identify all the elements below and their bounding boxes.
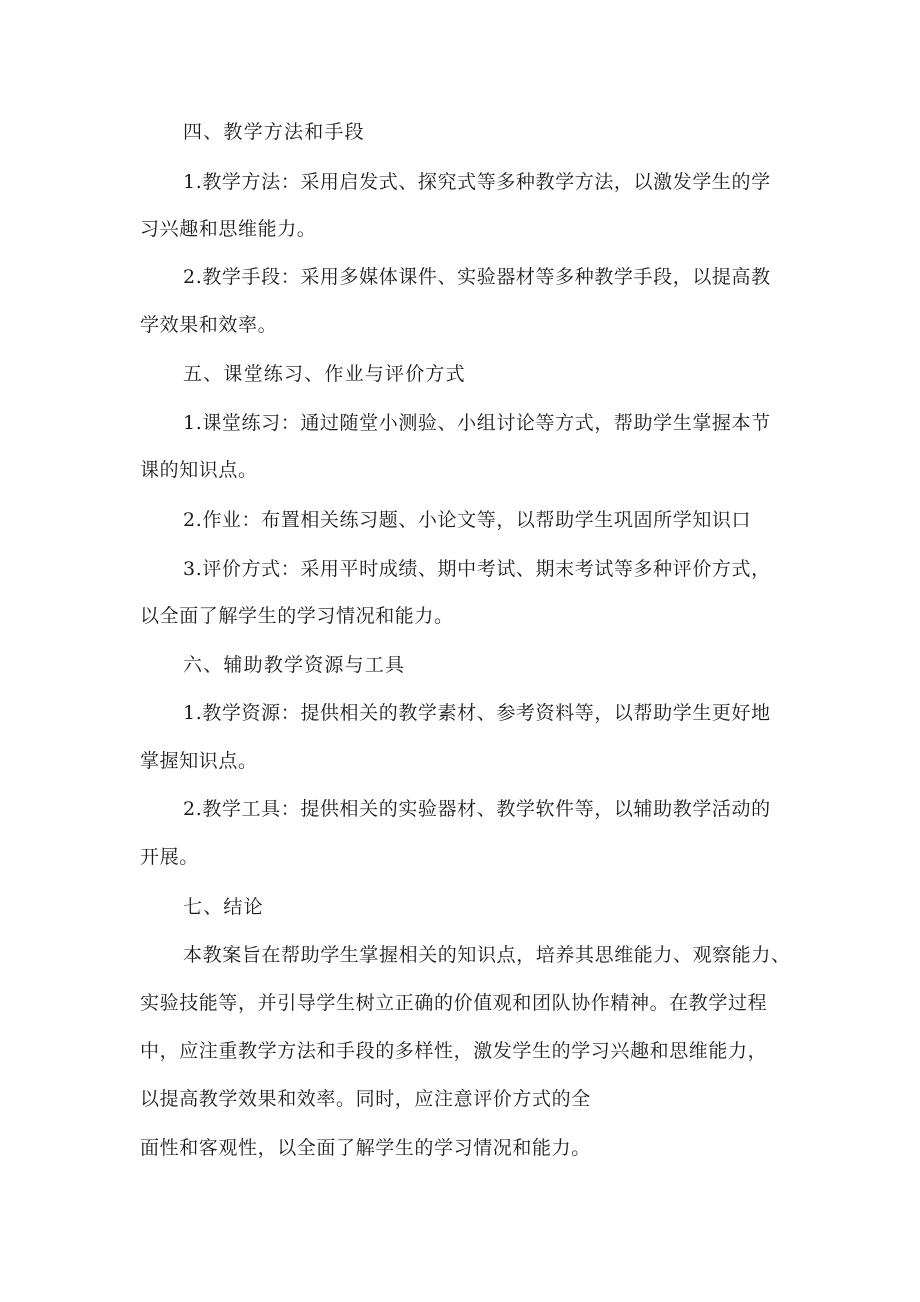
- paragraph-line: 1.课堂练习：通过随堂小测验、小组讨论等方式，帮助学生掌握本节: [183, 412, 771, 434]
- paragraph-line: 中，应注重教学方法和手段的多样性，激发学生的学习兴趣和思维能力，: [140, 1040, 768, 1062]
- paragraph-line: 学效果和效率。: [140, 314, 278, 336]
- paragraph-line: 课的知识点。: [140, 459, 258, 481]
- section-heading-7: 七、结论: [183, 896, 264, 918]
- section-heading-6: 六、辅助教学资源与工具: [183, 654, 406, 676]
- paragraph-line: 以全面了解学生的学习情况和能力。: [140, 605, 454, 627]
- paragraph-line: 2.教学工具：提供相关的实验器材、教学软件等，以辅助教学活动的: [183, 798, 771, 820]
- paragraph-line: 习兴趣和思维能力。: [140, 218, 317, 240]
- section-heading-5: 五、课堂练习、作业与评价方式: [183, 363, 466, 385]
- paragraph-line: 本教案旨在帮助学生掌握相关的知识点，培养其思维能力、观察能力、: [183, 944, 791, 966]
- paragraph-line: 1.教学方法：采用启发式、探究式等多种教学方法，以激发学生的学: [183, 171, 771, 193]
- paragraph-line: 面性和客观性，以全面了解学生的学习情况和能力。: [140, 1137, 591, 1159]
- paragraph-line: 掌握知识点。: [140, 750, 258, 772]
- paragraph-line: 1.教学资源：提供相关的教学素材、参考资料等，以帮助学生更好地: [183, 702, 771, 724]
- section-heading-4: 四、教学方法和手段: [183, 121, 365, 143]
- paragraph-line: 2.作业：布置相关练习题、小论文等，以帮助学生巩固所学知识口: [183, 509, 752, 531]
- paragraph-line: 开展。: [140, 846, 199, 868]
- paragraph-line: 3.评价方式：采用平时成绩、期中考试、期末考试等多种评价方式，: [183, 558, 771, 580]
- paragraph-line: 实验技能等，并引导学生树立正确的价值观和团队协作精神。在教学过程: [140, 992, 768, 1014]
- paragraph-line: 2.教学手段：采用多媒体课件、实验器材等多种教学手段，以提高教: [183, 266, 771, 288]
- paragraph-line: 以提高教学效果和效率。同时，应注意评价方式的全: [140, 1088, 591, 1110]
